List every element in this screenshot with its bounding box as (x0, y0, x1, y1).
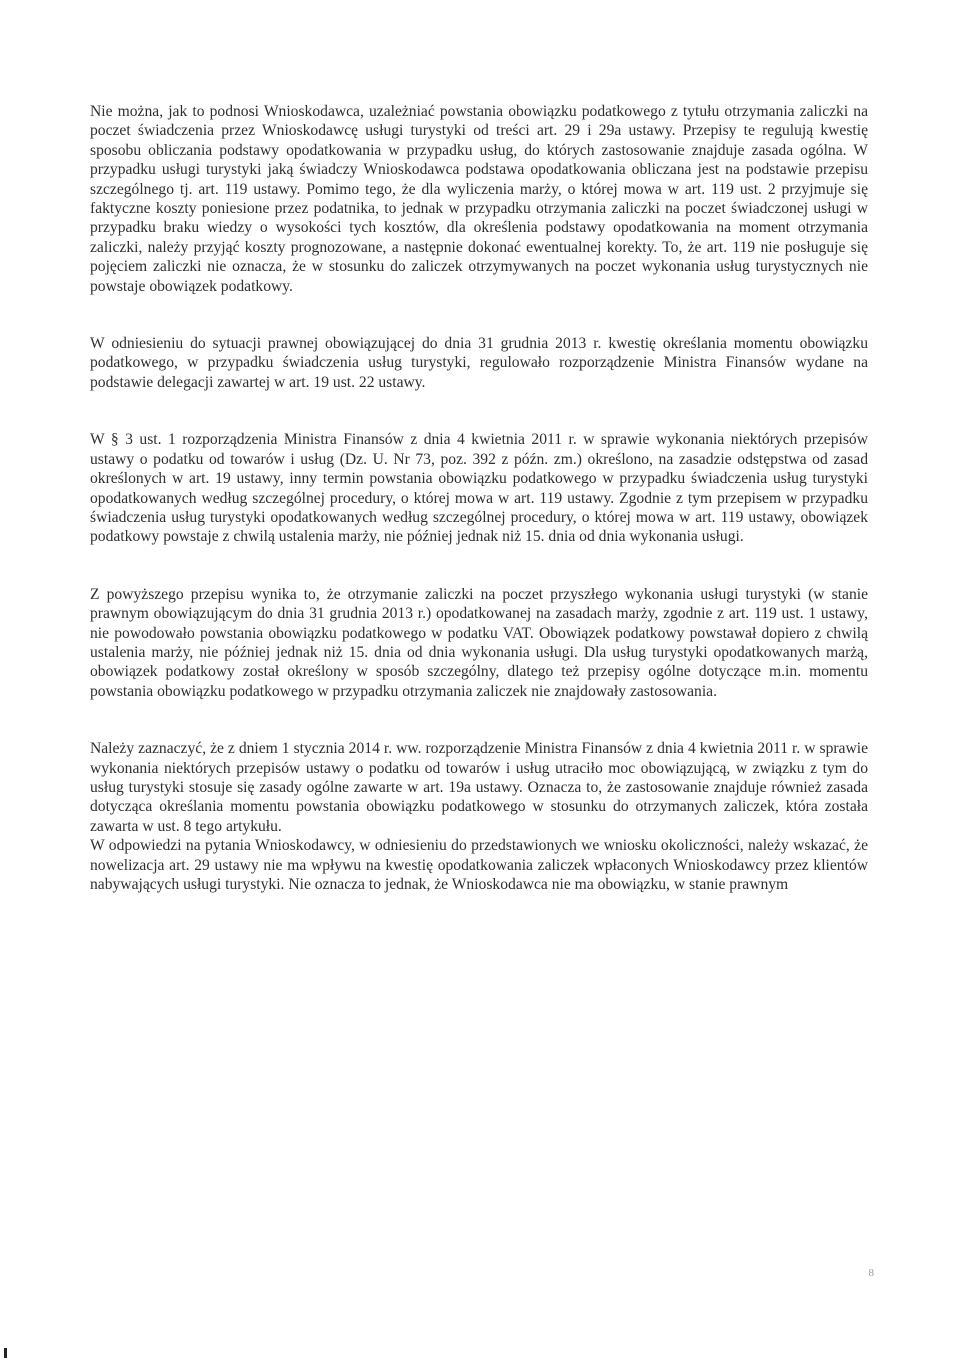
paragraph-1: Nie można, jak to podnosi Wnioskodawca, uzależniać powstania obowiązku podatkowego z tytułu otrzymania zaliczki na poczet świadczenia przez Wnioskodawcę usługi turystyki od treści art. 29 i 29a ustawy. Przepisy te regulują kwestię sposobu obliczania podstawy opodatkowania w przypadku usług, do których zastosowanie znajduje zasada ogólna. W przypadku usługi turystyki jaką świadczy Wnioskodawca podstawa opodatkowania obliczana jest na podstawie przepisu szczególnego tj. art. 119 ustawy. Pomimo tego, że dla wyliczenia marży, o której mowa w art. 119 ust. 2 przyjmuje się faktyczne koszty poniesione przez podatnika, to jednak w przypadku otrzymania zaliczki na poczet świadczonej usługi w przypadku braku wiedzy o wysokości tych kosztów, dla określenia podstawy opodatkowania na moment otrzymania zaliczki, należy przyjąć koszty prognozowane, a następnie dokonać ewentualnej korekty. To, że art. 119 nie posługuje się pojęciem zaliczki nie oznacza, że w stosunku do zaliczek otrzymywanych na poczet wykonania usług turystycznych nie powstaje obowiązek podatkowy. (90, 103, 868, 295)
paragraph-3: W § 3 ust. 1 rozporządzenia Ministra Finansów z dnia 4 kwietnia 2011 r. w sprawie wykonania niektórych przepisów ustawy o podatku od towarów i usług (Dz. U. Nr 73, poz. 392 z późn. zm.) określono, na zasadzie odstępstwa od zasad określonych w art. 19 ustawy, inny termin powstania obowiązku podatkowego w przypadku świadczenia usług turystyki opodatkowanych według szczególnej procedury, o której mowa w art. 119 ustawy. Zgodnie z tym przepisem w przypadku świadczenia usług turystyki opodatkowanych według szczególnej procedury, o której mowa w art. 119 ustawy, obowiązek podatkowy powstaje z chwilą ustalenia marży, nie później jednak niż 15. dnia od dnia wykonania usługi. (90, 431, 868, 546)
paragraph-5: Należy zaznaczyć, że z dniem 1 stycznia 2014 r. ww. rozporządzenie Ministra Finansów z dnia 4 kwietnia 2011 r. w sprawie wykonania niektórych przepisów ustawy o podatku od towarów i usług utraciło moc obowiązującą, w związku z tym do usług turystyki stosuje się zasady ogólne zawarte w art. 19a ustawy. Oznacza to, że zastosowanie znajduje również zasada dotycząca określania momentu powstania obowiązku podatkowego w stosunku do otrzymanych zaliczek, która została zawarta w ust. 8 tego artykułu. (90, 740, 868, 835)
document-body (90, 102, 868, 894)
paragraph-6: W odpowiedzi na pytania Wnioskodawcy, w odniesieniu do przedstawionych we wniosku okoliczności, należy wskazać, że nowelizacja art. 29 ustawy nie ma wpływu na kwestię opodatkowania zaliczek wpłaconych Wnioskodawcy przez klientów nabywających usługi turystyki. Nie oznacza to jednak, że Wnioskodawca nie ma obowiązku, w stanie prawnym (90, 837, 868, 893)
paragraph-2: W odniesieniu do sytuacji prawnej obowiązującej do dnia 31 grudnia 2013 r. kwestię określania momentu obowiązku podatkowego, w przypadku świadczenia usług turystyki, regulowało rozporządzenie Ministra Finansów wydane na podstawie delegacji zawartej w art. 19 ust. 22 ustawy. (90, 335, 868, 391)
page-number: 8 (868, 1267, 874, 1279)
paragraph-4: Z powyższego przepisu wynika to, że otrzymanie zaliczki na poczet przyszłego wykonania usługi turystyki (w stanie prawnym obowiązującym do dnia 31 grudnia 2013 r.) opodatkowanej na zasadach marży, zgodnie z art. 119 ust. 1 ustawy, nie powodowało powstania obowiązku podatkowego w podatku VAT. Obowiązek podatkowy powstawał dopiero z chwilą ustalenia marży, nie później jednak niż 15. dnia od dnia wykonania usługi. Dla usług turystyki opodatkowanych marżą, obowiązek podatkowy został określony w sposób szczególny, dlatego też przepisy ogólne dotyczące m.in. momentu powstania obowiązku podatkowego w przypadku otrzymania zaliczek nie znajdowały zastosowania. (90, 585, 868, 700)
scan-mark (4, 1348, 7, 1358)
